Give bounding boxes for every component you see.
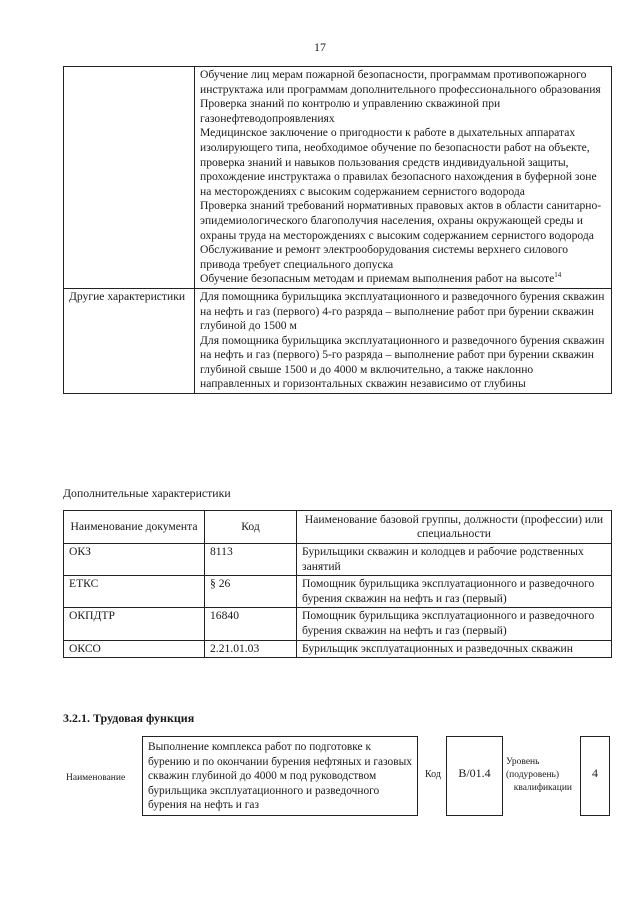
- level-label-line: квалификации: [513, 783, 572, 793]
- requirement-item: Обучение лиц мерам пожарной безопасности, программам противопожарного инструктажа или программам дополнительного профессионального образования: [200, 68, 601, 96]
- code-label: Код: [425, 769, 441, 780]
- requirement-item: [200, 272, 606, 287]
- function-title: 3.2.1. Трудовая функция: [63, 711, 195, 725]
- section-heading: Дополнительные характеристики: [63, 486, 231, 500]
- level-label-line: Уровень: [506, 757, 540, 767]
- row-label-empty: [64, 67, 195, 289]
- qualification-level-label: [506, 756, 578, 795]
- row-label: Другие характеристики: [64, 288, 195, 393]
- table-cell: ОКПДТР: [64, 608, 205, 640]
- characteristic-item: Для помощника бурильщика эксплуатационного и разведочного бурения скважин на нефть и газ (первого) 4-го разряда – выполнение работ при бурении скважин глубиной до 1500 м: [200, 289, 605, 333]
- table-cell: 8113: [205, 544, 297, 576]
- qualification-level-box: 4: [580, 736, 610, 816]
- table-cell: Бурильщик эксплуатационных и разведочных скважин: [297, 640, 612, 658]
- table-cell: 16840: [205, 608, 297, 640]
- table-row: [64, 640, 612, 658]
- table-cell: ОКЗ: [64, 544, 205, 576]
- table-header-row: [64, 511, 612, 544]
- additional-characteristics-table: [63, 510, 612, 658]
- other-characteristics-cell: [195, 288, 612, 393]
- table-row: [64, 288, 612, 393]
- function-code-box: B/01.4: [446, 736, 503, 816]
- level-label-line: (подуровень): [506, 770, 560, 780]
- table-row: [64, 608, 612, 640]
- table-cell: 2.21.01.03: [205, 640, 297, 658]
- characteristic-item: Для помощника бурильщика эксплуатационного и разведочного бурения скважин на нефть и газ (первого) 5-го разряда – выполнение работ при бурении скважин глубиной свыше 1500 и до 4000 м включительно, а также наклонно направленных и горизонтальных скважин независимо от глубины: [200, 333, 605, 391]
- function-name-box: Выполнение комплекса работ по подготовке к бурению и по окончании бурения нефтяных и газовых скважин глубиной до 4000 м под руководством бурильщика эксплуатационного и разведочного бурения на нефть и газ: [142, 736, 418, 816]
- requirement-item: Обслуживание и ремонт электрооборудования системы верхнего силового привода требует специального допуска: [200, 243, 569, 271]
- footnote-marker: 14: [554, 271, 562, 280]
- requirement-item: Проверка знаний по контролю и управлению скважиной при газонефтеводопроявлениях: [200, 97, 501, 125]
- table-cell: § 26: [205, 576, 297, 608]
- requirements-table: [63, 66, 612, 394]
- name-label: Наименование: [66, 773, 126, 783]
- requirements-cell: [195, 67, 612, 289]
- column-header: Код: [205, 511, 297, 544]
- table-cell: ОКСО: [64, 640, 205, 658]
- table-row: [64, 67, 612, 289]
- table-cell: ЕТКС: [64, 576, 205, 608]
- page-number: 17: [314, 40, 326, 54]
- requirement-item: Медицинское заключение о пригодности к работе в дыхательных аппаратах изолирующего типа, необходимое обучение по безопасности работ на объекте, проверка знаний и навыков пользования средств индивидуальной защиты, прохождение инструктажа о правилах безопасного нахождения в буферной зоне на месторождениях с высоким содержанием сернистого водорода: [200, 126, 597, 198]
- table-row: [64, 576, 612, 608]
- table-row: [64, 544, 612, 576]
- table-cell: Помощник бурильщика эксплуатационного и разведочного бурения скважин на нефть и газ (первый): [297, 576, 612, 608]
- requirement-text: Обучение безопасным методам и приемам выполнения работ на высоте: [200, 272, 555, 286]
- table-cell: Бурильщики скважин и колодцев и рабочие родственных занятий: [297, 544, 612, 576]
- column-header: Наименование базовой группы, должности (профессии) или специальности: [297, 511, 612, 544]
- requirement-item: Проверка знаний требований нормативных правовых актов в области санитарно-эпидемиологического благополучия населения, охраны окружающей среды и охраны труда на месторождениях с высоким содержанием сернистого водорода: [200, 199, 602, 242]
- column-header: Наименование документа: [64, 511, 205, 544]
- table-cell: Помощник бурильщика эксплуатационного и разведочного бурения скважин на нефть и газ (первый): [297, 608, 612, 640]
